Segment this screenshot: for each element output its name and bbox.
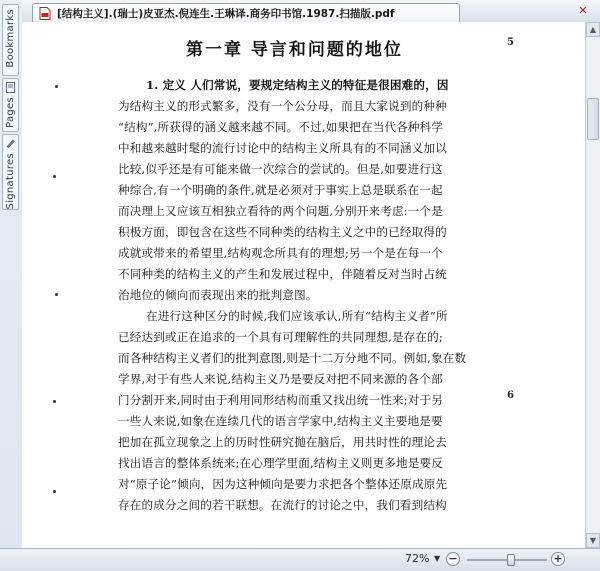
signatures-tab[interactable] [2,134,19,210]
page-number: 6 [507,390,514,401]
vertical-scrollbar[interactable] [585,22,600,548]
zoom-level[interactable]: 72% [405,552,430,565]
pages-icon [5,82,16,93]
page-text-line: 已经达到或正在追求的一个具有可理解性的共同理想,是存在的; [118,330,443,344]
page-text-line: 中和越来越时髦的流行讨论中的结构主义所具有的不同涵义加以 [118,141,447,155]
scan-speck [53,400,56,403]
zoom-slider-knob[interactable] [507,554,515,566]
pages-tab-label: Pages [5,97,16,128]
document-view[interactable] [22,22,585,548]
page-text-line: 成就或带来的希望里,结构观念所具有的理想;另一个是在每一个 [118,246,443,260]
page-text-line: 积极方面，即包含在这些不同种类的结构主义之中的已经取得的 [118,225,447,239]
page-text-line: 1. 定义 人们常说，要规定结构主义的特征是很困难的，因 [146,78,449,92]
pdf-icon [39,7,51,20]
chapter-title: 第一章 导言和问题的地位 [186,40,403,60]
zoom-out-button[interactable]: − [446,552,460,566]
document-title: [结构主义].(瑞士)皮亚杰.倪连生.王琳译.商务印书馆.1987.扫描版.pdf [57,7,395,20]
page-text-line: 在进行这种区分的时候,我们应该承认,所有“结构主义者”所 [146,309,448,323]
scan-speck [55,293,58,296]
scan-speck [53,175,56,178]
scroll-down-button[interactable]: ▼ [586,533,600,548]
page-text-line: 治地位的倾向而表现出来的批判意图。 [118,288,318,302]
zoom-in-button[interactable]: + [551,552,565,566]
page-text-line: 学界,对于有些人来说,结构主义乃是要反对把不同来源的各个部 [118,372,443,386]
bookmarks-tab-label: Bookmarks [5,9,16,68]
page-text-line: 存在的成分之间的若干联想。在流行的讨论之中，我们看到结构 [118,498,447,512]
scan-speck [53,490,56,493]
page-text-line: 而各种结构主义者们的批判意图,则是十二万分地不同。例如,象在数 [118,351,467,365]
page-text-line: “结构”,所获得的涵义越来越不同。不过,如果把在当代各种科学 [118,120,444,134]
page-text-line: 对“原子论”倾向，因为这种倾向是要力求把各个整体还原成原先 [118,477,448,491]
page-text-line: 比较,似乎还是有可能来做一次综合的尝试的。但是,如要进行这 [118,162,443,176]
page-text-line: 种综合,有一个明确的条件,就是必须对于事实上总是联系在一起 [118,183,443,197]
page-text-line: 门分割开来,同时由于利用同形结构而重又找出统一性来;对于另 [118,393,443,407]
page-text-line: 找出语言的整体系统来;在心理学里面,结构主义则更多地是要反 [118,456,443,470]
page-text-line: 一些人来说,如象在连续几代的语言学家中,结构主义主要地是要 [118,414,443,428]
document-tab-bar [22,0,600,23]
document-tab[interactable] [32,3,460,22]
page-text-line: 把加在孤立现象之上的历时性研究抛在脑后，用共时性的理论去 [118,435,447,449]
close-tab-icon[interactable]: ✕ [578,4,588,17]
scroll-thumb[interactable] [587,98,599,140]
side-panel [0,0,23,548]
chevron-down-icon[interactable]: ▼ [434,554,441,563]
page-text-line: 而决理上又应该互相独立看待的两个问题,分别开来考虑:一个是 [118,204,443,218]
scroll-up-button[interactable]: ▲ [586,22,600,37]
page-number: 5 [507,37,514,48]
status-bar [0,548,600,571]
page-text-line: 为结构主义的形式繁多，没有一个公分母，而且大家说到的种种 [118,99,447,113]
signatures-tab-label: Signatures [5,152,16,209]
pen-icon [5,138,16,149]
bookmarks-tab[interactable] [2,4,19,76]
scan-speck [55,85,58,88]
pages-tab[interactable] [2,78,19,132]
page-text-line: 不同种类的结构主义的产生和发展过程中，伴随着反对当时占统 [118,267,447,281]
